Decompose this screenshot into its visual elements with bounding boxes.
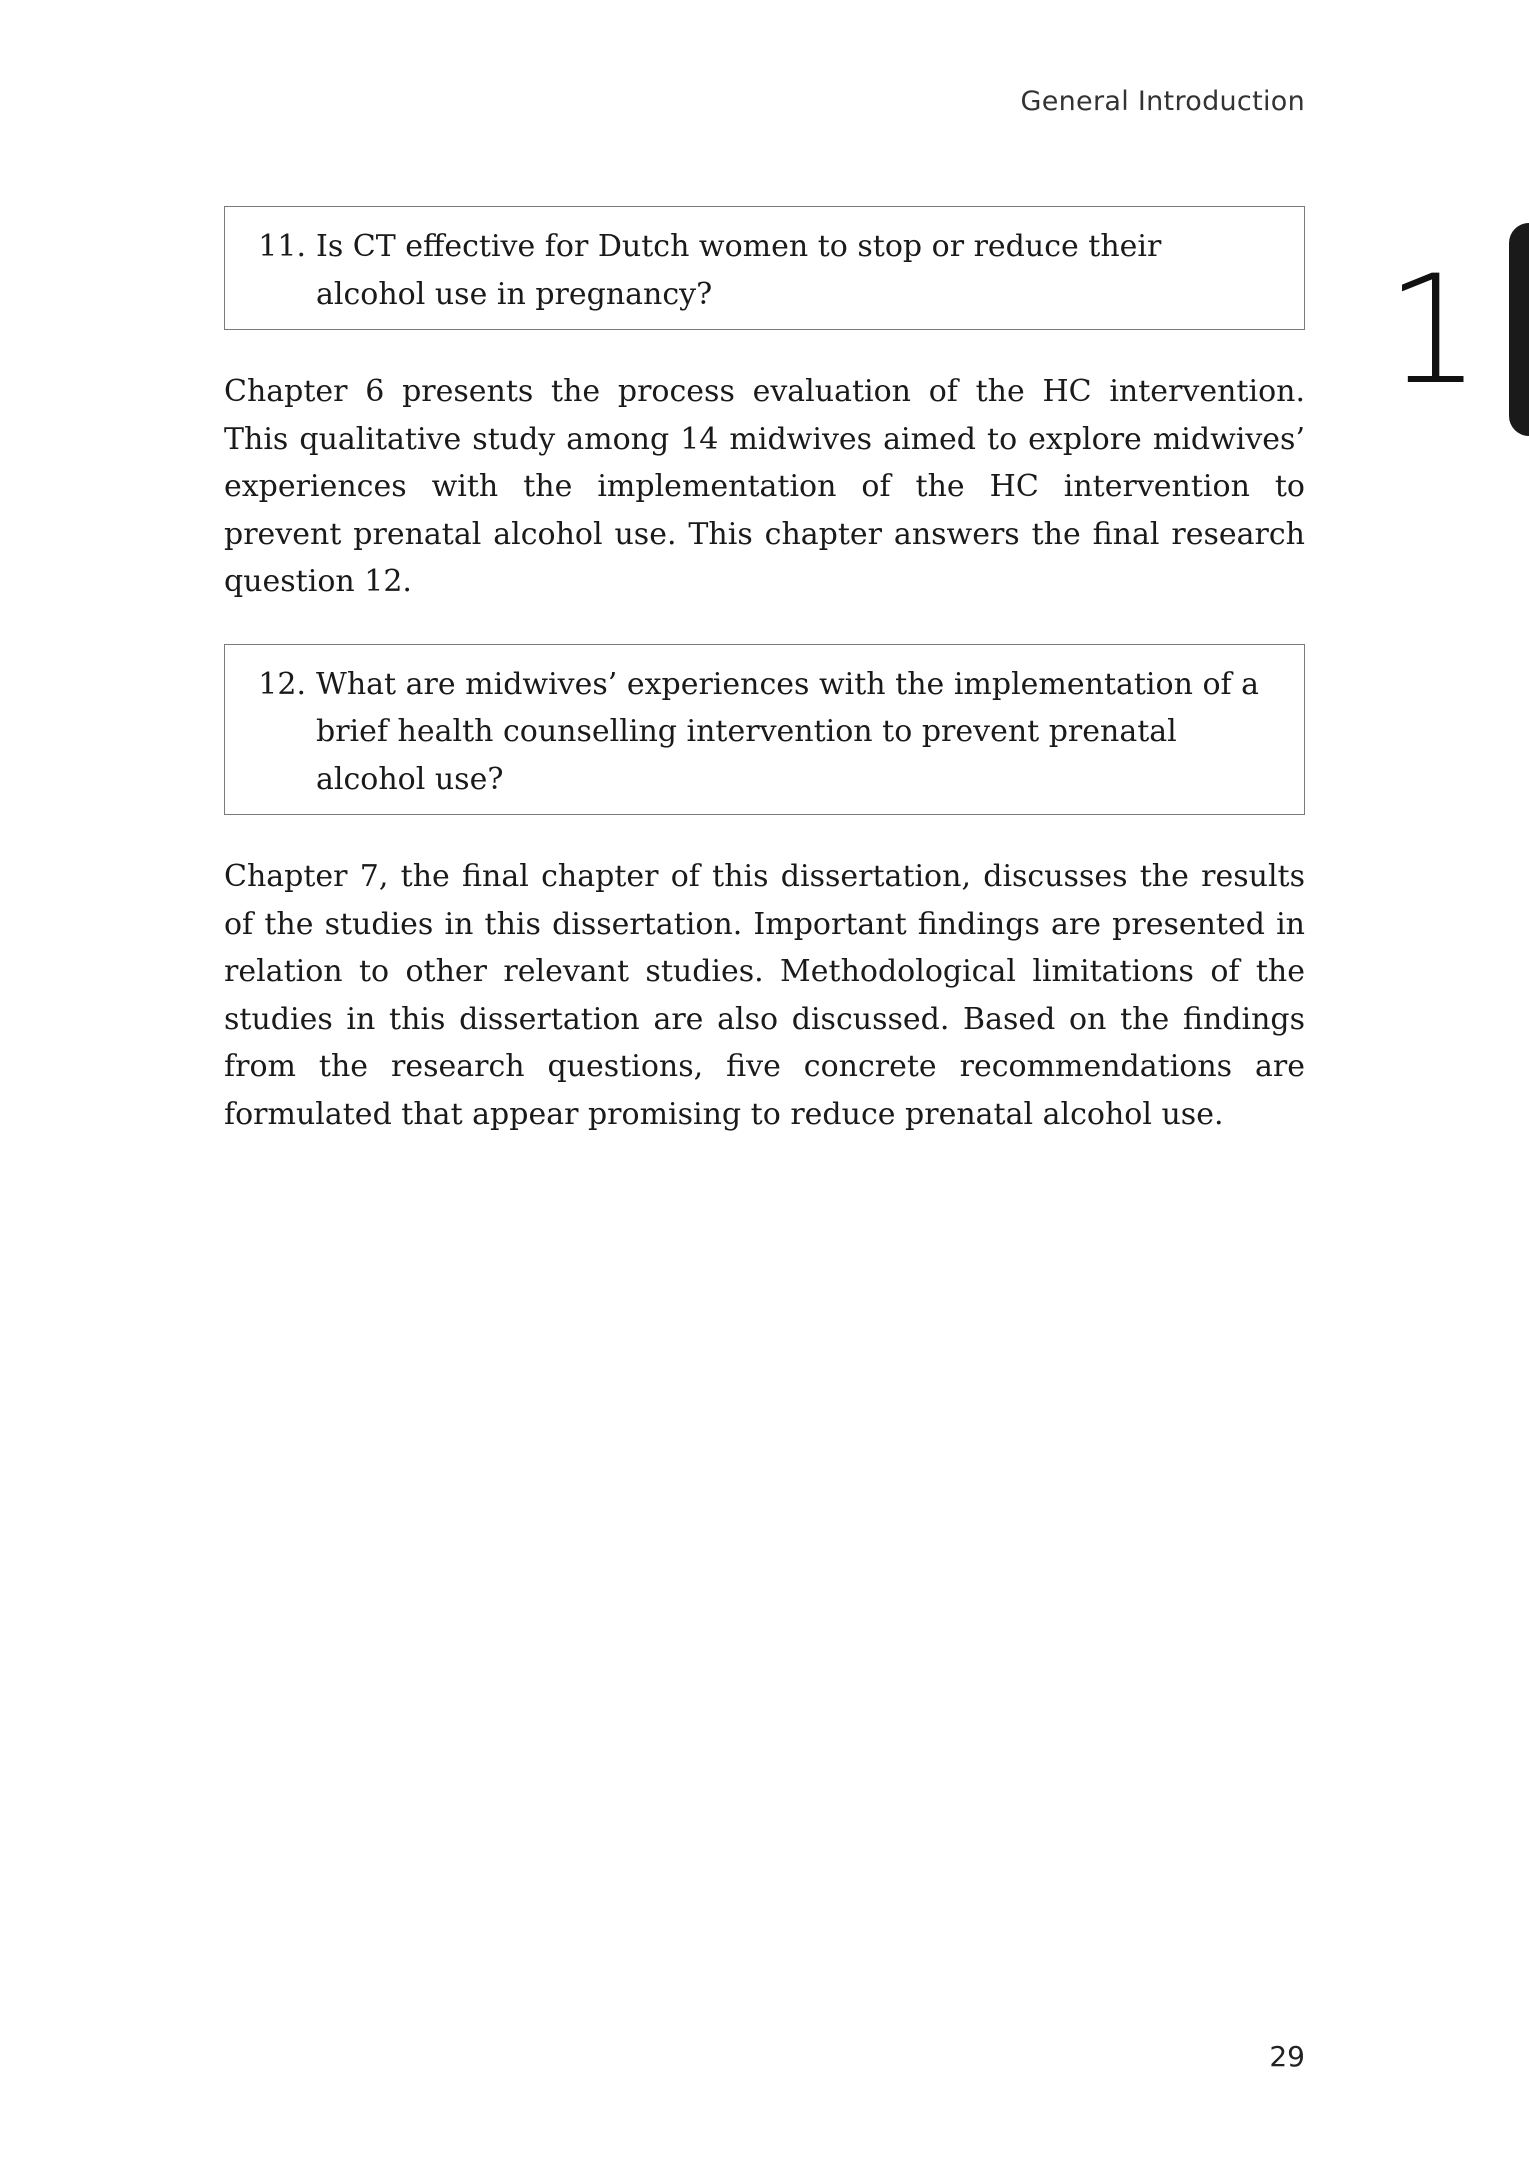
research-question-item [225,223,1260,318]
chapter-number: 1 [1385,244,1481,418]
page-body [224,206,1305,1176]
research-question-box [224,644,1305,816]
question-text: What are midwives’ experiences with the implementation of a brief health counselling intervention to prevent prenatal alcohol use? [316,666,1260,797]
body-paragraph: Chapter 7, the final chapter of this dissertation, discusses the results of the studies in this dissertation. Important findings are presented in relation to other relevant studies. Methodological limitations of the studies in this dissertation are also discussed. Based on the findings from the research questions, five concrete recommendations are formulated that appear promising to reduce prenatal alcohol use. [224,859,1305,1132]
page-number: 29 [1269,2040,1305,2073]
chapter-tab [1509,223,1529,436]
body-paragraph: Chapter 6 presents the process evaluation of the HC intervention. This qualitative study among 14 midwives aimed to explore midwives’ experiences with the implementation of the HC intervention to prevent prenatal alcohol use. This chapter answers the final research question 12. [224,374,1305,599]
research-question-box [224,206,1305,330]
question-number: 11. [258,229,306,264]
question-number: 12. [258,666,306,702]
question-text: Is CT effective for Dutch women to stop or reduce their alcohol use in pregnancy? [316,229,1162,312]
research-question-item [225,661,1260,804]
running-header: General Introduction [1020,86,1305,117]
